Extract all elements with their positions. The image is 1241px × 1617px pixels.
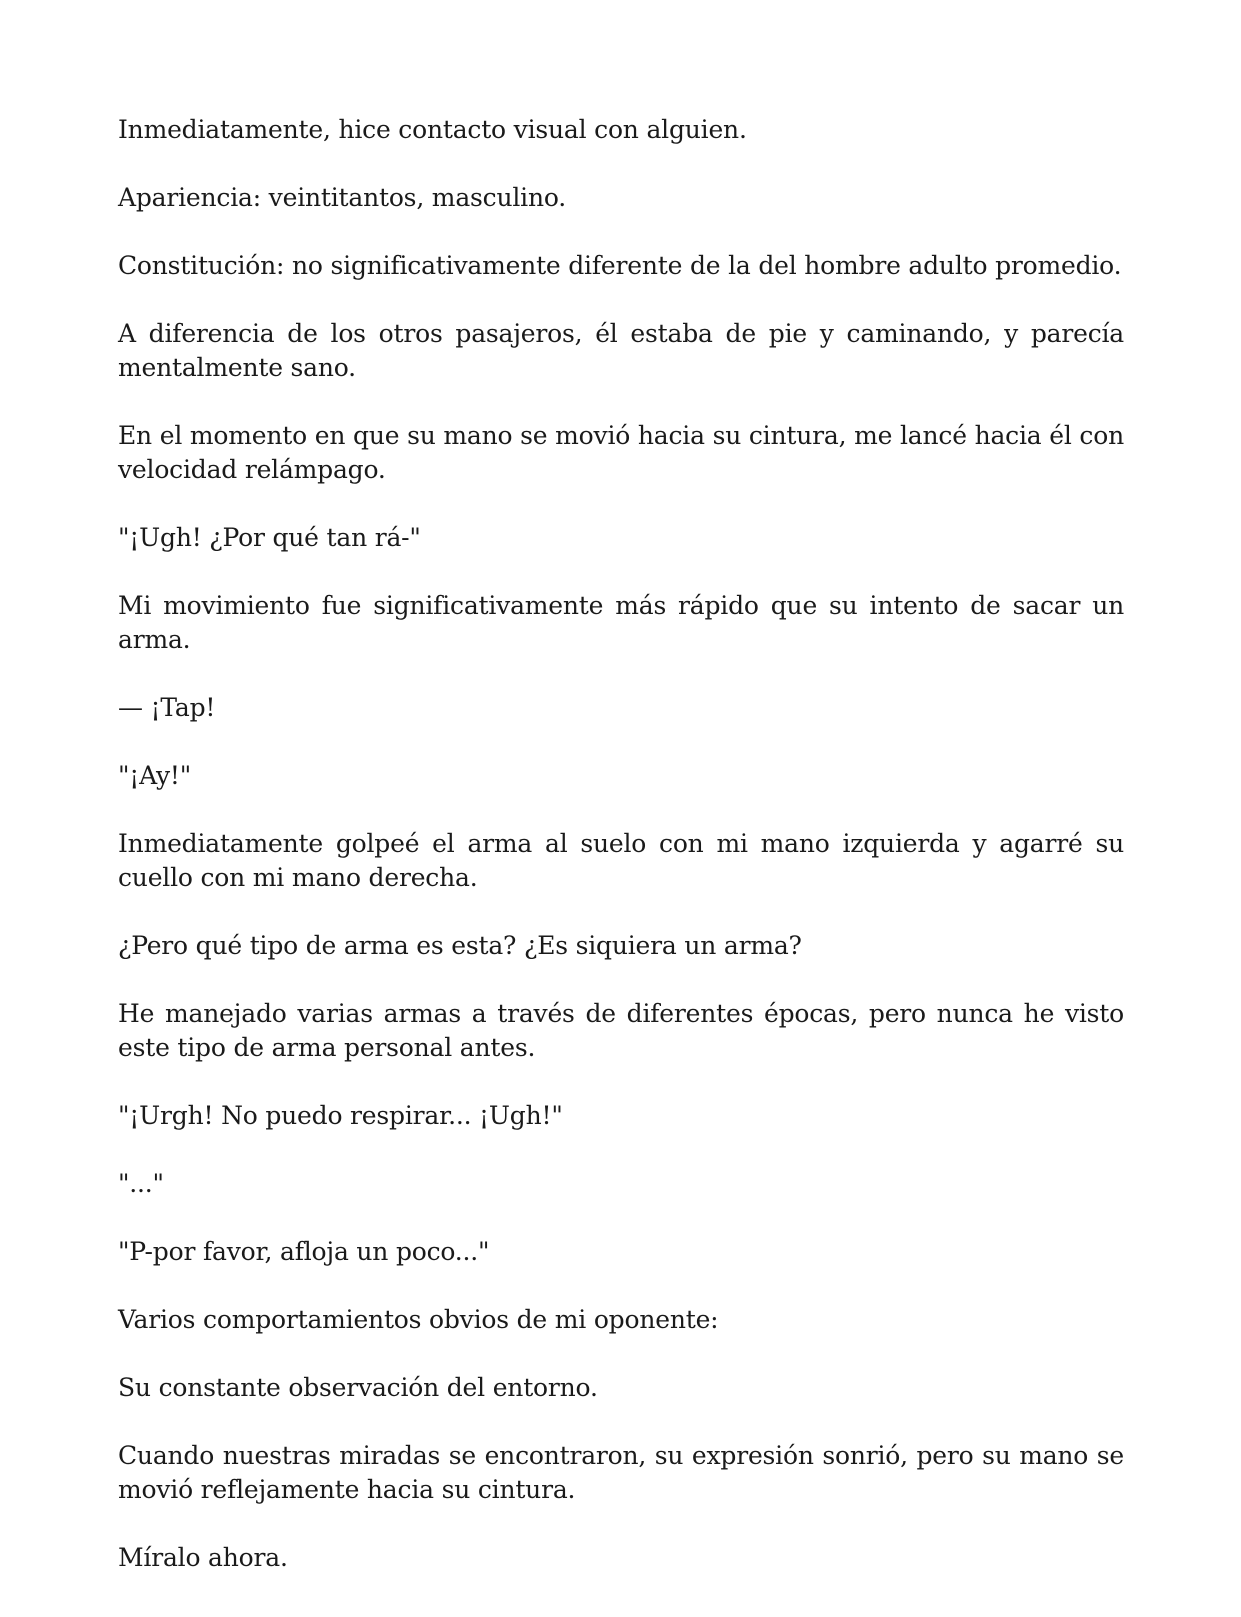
paragraph: "P-por favor, afloja un poco..." — [118, 1237, 490, 1266]
paragraph: He manejado varias armas a través de diferentes épocas, pero nunca he visto este tipo de arma personal antes. — [118, 999, 1124, 1062]
paragraph: Constitución: no significativamente diferente de la del hombre adulto promedio. — [118, 251, 1122, 280]
paragraph: Su constante observación del entorno. — [118, 1373, 598, 1402]
paragraph: "¡Ugh! ¿Por qué tan rá-" — [118, 523, 421, 552]
paragraph: En el momento en que su mano se movió hacia su cintura, me lancé hacia él con velocidad relámpago. — [118, 421, 1124, 484]
paragraph: ¿Pero qué tipo de arma es esta? ¿Es siquiera un arma? — [118, 931, 802, 960]
paragraph: — ¡Tap! — [118, 693, 216, 722]
paragraph: "¡Urgh! No puedo respirar... ¡Ugh!" — [118, 1101, 563, 1130]
document-body — [118, 113, 1124, 1609]
paragraph: Varios comportamientos obvios de mi oponente: — [118, 1305, 719, 1334]
paragraph: A diferencia de los otros pasajeros, él estaba de pie y caminando, y parecía mentalmente sano. — [118, 319, 1124, 382]
paragraph: Inmediatamente golpeé el arma al suelo con mi mano izquierda y agarré su cuello con mi mano derecha. — [118, 829, 1124, 892]
paragraph: Apariencia: veintitantos, masculino. — [118, 183, 567, 212]
paragraph: Inmediatamente, hice contacto visual con alguien. — [118, 115, 747, 144]
paragraph: Mi movimiento fue significativamente más rápido que su intento de sacar un arma. — [118, 591, 1124, 654]
paragraph: "¡Ay!" — [118, 761, 192, 790]
paragraph: Cuando nuestras miradas se encontraron, su expresión sonrió, pero su mano se movió reflejamente hacia su cintura. — [118, 1441, 1124, 1504]
paragraph: Míralo ahora. — [118, 1543, 288, 1572]
paragraph: "..." — [118, 1169, 164, 1198]
